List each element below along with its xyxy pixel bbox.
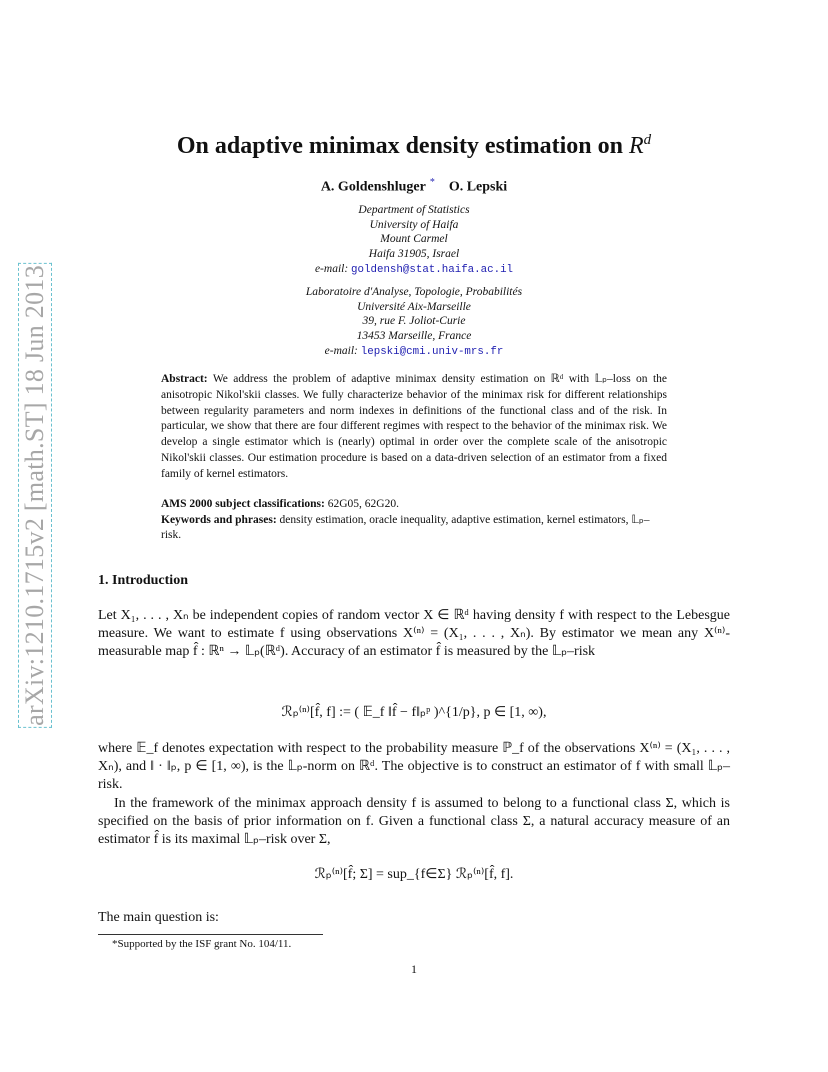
- equation-2: ℛₚ⁽ⁿ⁾[f̂; Σ] = sup_{f∈Σ} ℛₚ⁽ⁿ⁾[f̂, f].: [314, 867, 514, 882]
- aff1-email-line: [0, 262, 828, 278]
- aff2-line: 13453 Marseille, France: [356, 330, 472, 343]
- author-1-footnote-mark[interactable]: *: [429, 177, 435, 188]
- keywords-label: Keywords and phrases:: [161, 513, 277, 526]
- aff2-email-label: e-mail:: [324, 344, 358, 357]
- aff2-line: Laboratoire d'Analyse, Topologie, Probabilités: [305, 286, 523, 298]
- aff1-email-label: e-mail:: [314, 262, 349, 275]
- ams-label: AMS 2000 subject classifications:: [161, 498, 325, 510]
- section-heading: 1. Introduction: [98, 573, 188, 588]
- aff2-line: 39, rue F. Joliot-Curie: [362, 315, 466, 328]
- author-1: A. Goldenshluger: [320, 179, 426, 195]
- abstract-label: Abstract:: [161, 373, 208, 385]
- author-2: O. Lepski: [448, 179, 508, 195]
- classifications-block: [161, 497, 667, 544]
- aff1-line: Haifa 31905, Israel: [368, 248, 460, 261]
- aff2-email-link[interactable]: lepski@cmi.univ-mrs.fr: [360, 345, 504, 358]
- aff1-email-link[interactable]: goldensh@stat.haifa.ac.il: [351, 263, 514, 276]
- aff1-line: Department of Statistics: [358, 204, 470, 216]
- keywords-text: density estimation, oracle inequality, adaptive estimation, kernel estimators, 𝕃ₚ–risk.: [161, 513, 650, 541]
- abstract-text: We address the problem of adaptive minimax density estimation on ℝᵈ with 𝕃ₚ–loss on the anisotropic Nikol'skii classes. We fully characterize behavior of the minimax risk for different relationships between regularity parameters and norm indexes in definitions of the functional class and of the risk. In particular, we show that there are four different regimes with respect to the behavior of the minimax risk. We develop a single estimator which is (nearly) optimal in order over the complete scale of the anisotropic Nikol'skii classes. Our estimation procedure is based on a data-driven selection of an estimator from a fixed family of kernel estimators.: [161, 373, 667, 480]
- equation-1: ℛₚ⁽ⁿ⁾[f̂, f] := ( 𝔼_f ‖f̂ − f‖ₚᵖ )^{1/p}, p ∈ [1, ∞),: [281, 705, 547, 720]
- page-number: 1: [411, 962, 417, 976]
- paragraph-2: where 𝔼_f denotes expectation with respect to the probability measure ℙ_f of the observations X⁽ⁿ⁾ = (X₁, . . . , Xₙ), and ‖ · ‖ₚ, p ∈ [1, ∞), is the 𝕃ₚ-norm on ℝᵈ. The objective is to construct an estimator of f with small 𝕃ₚ–risk.: [98, 741, 730, 793]
- title-text: On adaptive minimax density estimation on: [176, 133, 623, 159]
- title-symbol: R: [628, 133, 644, 159]
- ams-text: 62G05, 62G20.: [327, 498, 399, 510]
- title-superscript: d: [643, 132, 652, 148]
- paragraph-1: Let X₁, . . . , Xₙ be independent copies of random vector X ∈ ℝᵈ having density f with respect to the Lebesgue measure. We want to estimate f using observations X⁽ⁿ⁾ = (X₁, . . . , Xₙ). By estimator we mean any X⁽ⁿ⁾-measurable map f̂ : ℝⁿ → 𝕃ₚ(ℝᵈ). Accuracy of an estimator f̂ is measured by the 𝕃ₚ–risk: [98, 608, 730, 660]
- aff1-line: University of Haifa: [369, 218, 459, 231]
- arxiv-stamp-text: arXiv:1210.1715v2 [math.ST] 18 Jun 2013: [20, 264, 49, 726]
- aff1-line: Mount Carmel: [380, 233, 448, 246]
- footnote: *Supported by the ISF grant No. 104/11.: [112, 938, 292, 950]
- keywords-line: [161, 513, 667, 544]
- affiliation-2: [0, 285, 828, 360]
- ams-line: [161, 497, 667, 513]
- footnote-rule: [98, 934, 323, 935]
- paragraph-4: The main question is:: [98, 910, 219, 925]
- authors-line: [0, 177, 828, 196]
- abstract: [161, 372, 667, 483]
- aff2-line: Université Aix-Marseille: [357, 300, 471, 313]
- aff2-email-line: [0, 344, 828, 360]
- paper-title: [0, 132, 828, 160]
- affiliation-1: [0, 203, 828, 278]
- paragraph-3: In the framework of the minimax approach density f is assumed to belong to a functional class Σ, which is specified on the basis of prior information on f. Given a functional class Σ, a natural accuracy measure of an estimator f̂ is its maximal 𝕃ₚ–risk over Σ,: [98, 796, 730, 848]
